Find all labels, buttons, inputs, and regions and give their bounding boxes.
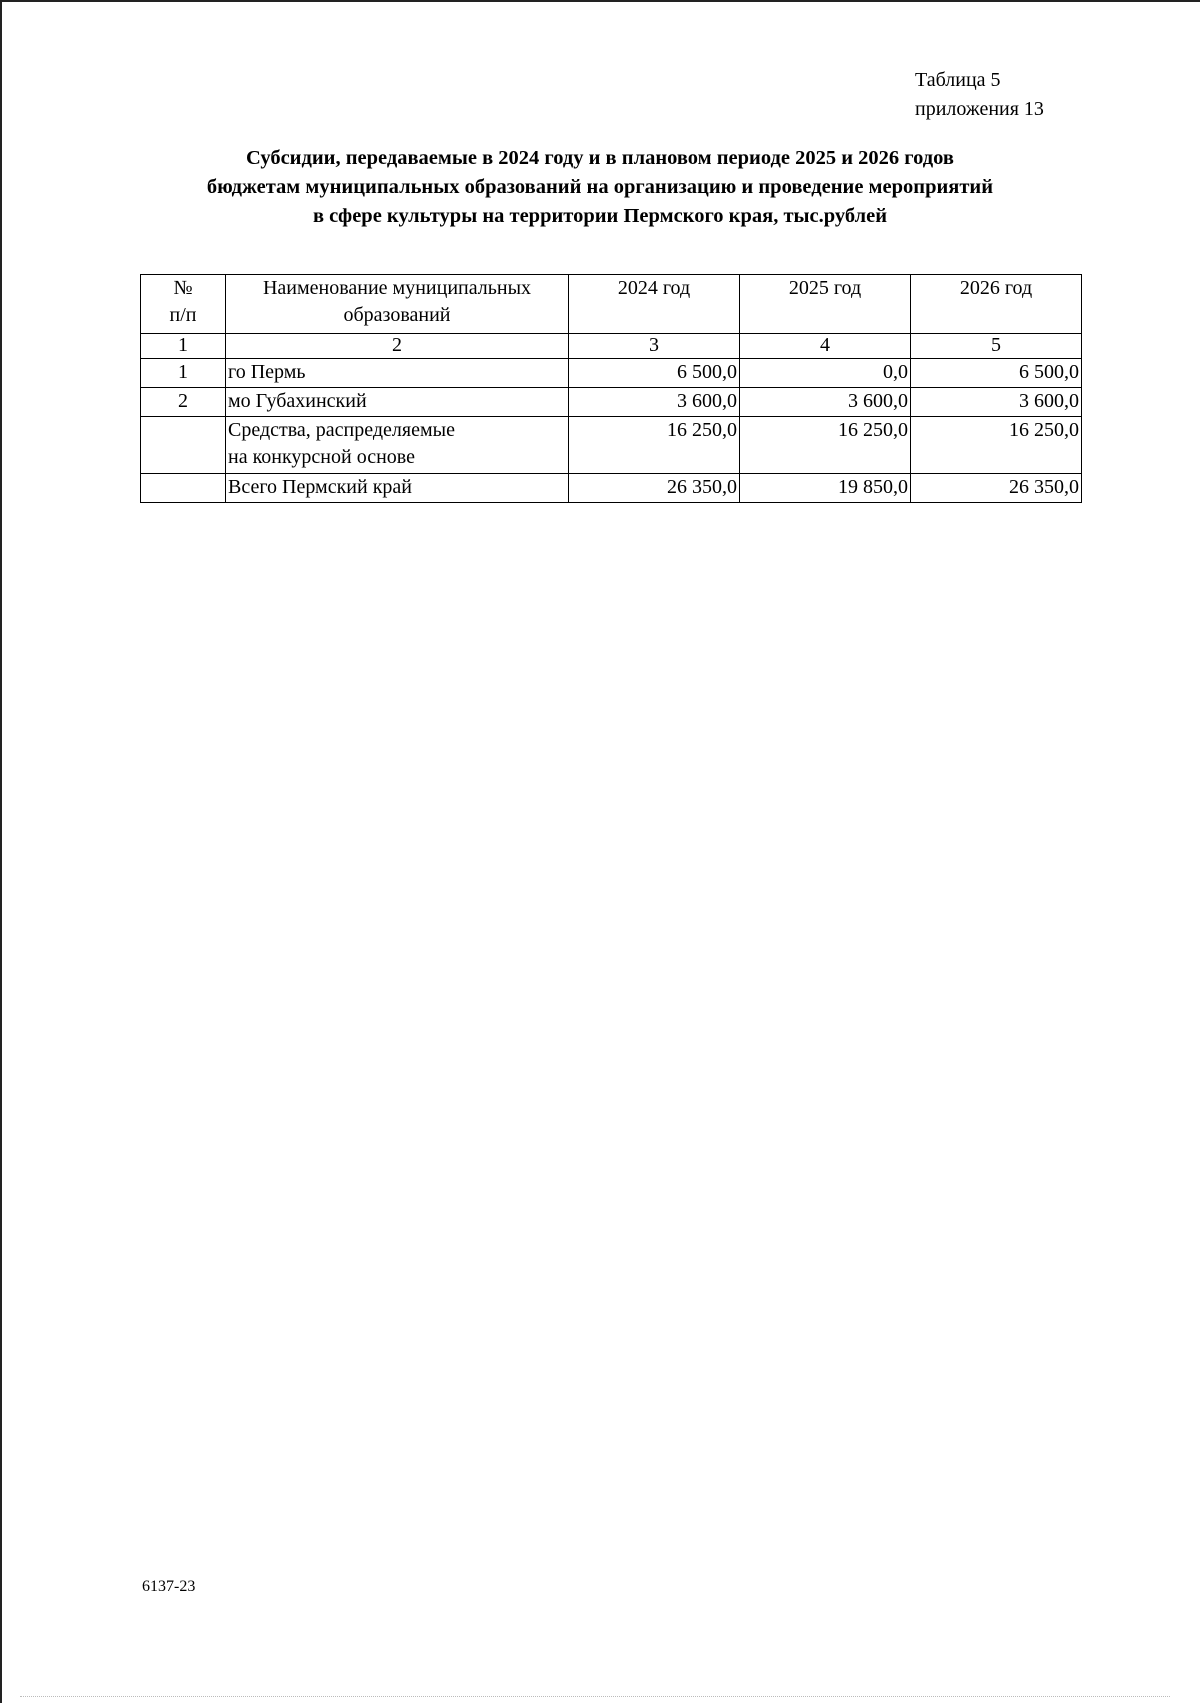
scan-edge-left xyxy=(0,0,2,1703)
total-2024: 26 350,0 xyxy=(569,474,740,503)
column-number: 5 xyxy=(911,334,1082,359)
value-2024: 6 500,0 xyxy=(569,359,740,388)
header-name-cell xyxy=(226,275,569,334)
scan-edge-top xyxy=(0,0,1200,2)
table-row xyxy=(141,359,1082,388)
value-2025: 3 600,0 xyxy=(740,388,911,417)
header-2026: 2026 год xyxy=(911,275,1082,334)
column-numbers-row xyxy=(141,334,1082,359)
title-line-3: в сфере культуры на территории Пермского края, тыс.рублей xyxy=(312,205,888,227)
column-number: 1 xyxy=(141,334,226,359)
header-number-cell xyxy=(141,275,226,334)
header-2025: 2025 год xyxy=(740,275,911,334)
value-2026: 3 600,0 xyxy=(911,388,1082,417)
table-header-row xyxy=(141,275,1082,334)
name-line-2: на конкурсной основе xyxy=(228,446,415,468)
header-number-abbr: п/п xyxy=(169,304,197,326)
municipality-name: го Пермь xyxy=(226,359,569,388)
header-number-sign: № xyxy=(173,277,193,299)
document-code: 6137-23 xyxy=(142,1578,196,1595)
municipality-name: мо Губахинский xyxy=(226,388,569,417)
municipality-name xyxy=(226,417,569,474)
name-line-1: Средства, распределяемые xyxy=(228,419,455,441)
value-2025: 16 250,0 xyxy=(740,417,911,474)
header-name-line-1: Наименование муниципальных xyxy=(262,277,532,299)
subsidies-table xyxy=(140,274,1082,503)
column-number: 4 xyxy=(740,334,911,359)
header-name-line-2: образований xyxy=(343,304,451,326)
table-row xyxy=(141,417,1082,474)
value-2024: 3 600,0 xyxy=(569,388,740,417)
appendix-number: приложения 13 xyxy=(915,98,1044,120)
title-line-2: бюджетам муниципальных образований на организацию и проведение мероприятий xyxy=(206,176,994,198)
title-line-1: Субсидии, передаваемые в 2024 году и в плановом периоде 2025 и 2026 годов xyxy=(246,147,954,169)
value-2026: 6 500,0 xyxy=(911,359,1082,388)
value-2025: 0,0 xyxy=(740,359,911,388)
table-row xyxy=(141,388,1082,417)
table-reference xyxy=(915,66,1044,124)
total-row xyxy=(141,474,1082,503)
row-number xyxy=(141,417,226,474)
header-2024: 2024 год xyxy=(569,275,740,334)
scan-noise xyxy=(20,1696,1170,1698)
column-number: 2 xyxy=(226,334,569,359)
row-number: 1 xyxy=(141,359,226,388)
row-number: 2 xyxy=(141,388,226,417)
column-number: 3 xyxy=(569,334,740,359)
value-2024: 16 250,0 xyxy=(569,417,740,474)
total-label: Всего Пермский край xyxy=(226,474,569,503)
total-2026: 26 350,0 xyxy=(911,474,1082,503)
table-number: Таблица 5 xyxy=(915,69,1001,91)
total-2025: 19 850,0 xyxy=(740,474,911,503)
total-number-empty xyxy=(141,474,226,503)
document-title xyxy=(100,144,1100,231)
value-2026: 16 250,0 xyxy=(911,417,1082,474)
